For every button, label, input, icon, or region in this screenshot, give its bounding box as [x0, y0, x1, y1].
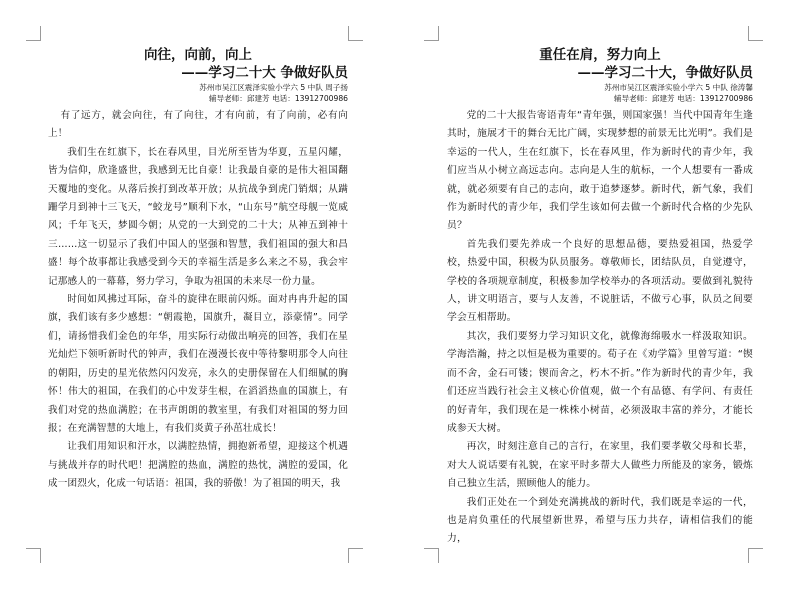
essay-subtitle: ——学习二十大 争做好队员 — [181, 65, 348, 81]
teacher-line: 辅导老师：邱建芳 电话：13912700986 — [208, 94, 348, 103]
paragraph: 我们正处在一个到处充满挑战的新时代，我们既是幸运的一代，也是肩负重任的代展望新世界，希望与压力共存，请相信我们的能力， — [447, 496, 753, 545]
paragraph: 首先我们要先养成一个良好的思想品德，要热爱祖国，热爱学校，热爱中国，积极为队员服务。尊敬师长，团结队员，自觉遵守，学校的各项规章制度，积极参加学校举办的各项活动。要做到礼貌待人，讲文明语言，要与人友善，不说脏话，不做亏心事，队员之间要学会互相帮助。 — [447, 238, 753, 324]
crop-mark — [348, 26, 363, 41]
right-page-content — [447, 46, 753, 549]
right-page — [400, 0, 800, 600]
author-line: 苏州市吴江区震泽实验小学六 5 中队 徐涛馨 — [604, 83, 753, 92]
paragraph: 其次，我们要努力学习知识文化，就像海绵吸水一样汲取知识。学海浩瀚，持之以恒是极为重要的。荀子在《劝学篇》里曾写道：“锲而不舍，金石可镂；锲而舍之，朽木不折。”作为新时代的青少年，我们还应当践行社会主义核心价值观，做一个有品德、有学问、有责任的好青年，我们现在是一株株小树苗，必须汲取丰富的养分，才能长成参天大树。 — [447, 330, 753, 434]
left-page-content — [48, 46, 348, 494]
paragraph: 我们生在红旗下，长在春风里，目光所至皆为华夏，五星闪耀，皆为信仰，欣逢盛世，我感到无比自豪！让我最自豪的是伟大祖国翻天覆地的变化。从落后挨打到改革开放；从抗战争到虎门销烟；从蹒跚学月到神十三飞天，“蛟龙号”顺利下水，“山东号”航空母舰一览威风；千年飞天，梦圆今朝；从党的一大到党的二十大；从神五到神十三……这一切显示了我们中国人的坚强和智慧，我们祖国的强大和昌盛！每个故事都让我感受到今天的幸福生活是多么来之不易，我会牢记那感人的一幕幕，努力学习，争取为祖国的未来尽一份力量。 — [48, 146, 348, 287]
essay-title: 重任在肩，努力向上 — [539, 47, 661, 63]
paragraph: 时间如风拂过耳际，奋斗的旋律在眼前闪烁。面对冉冉升起的国旗，我们该有多少感想：“朝霞艳，国旗升，凝目立，添豪情”。同学们，请扬惜我们金色的年华，用实际行动做出响亮的回答，我们在星光灿烂下领听新时代的钟声，我们在漫漫长夜中等待黎明那令人向往的朝阳，历史的星光依然闪闪发亮，永久的史册保留在人们细腻的胸怀！伟大的祖国，在我们的心中发芽生根，在滔滔热血的国旗上，有我们对党的热血满腔；在书声朗朗的教室里，有我们对祖国的努力回报；在充满智慧的大地上，有我们炎黄子孙茁壮成长！ — [48, 294, 348, 434]
crop-mark — [26, 26, 41, 41]
paragraph: 有了远方，就会向往，有了向往，才有向前，有了向前，必有向上！ — [48, 110, 348, 140]
paragraph: 党的二十大报告寄语青年“青年强，则国家强！当代中国青年生逢其时，施展才干的舞台无比广阔，实现梦想的前景无比光明”。我们是幸运的一代人，生在红旗下，长在春风里，作为新时代的青少年，我们应当从小树立高远志向。志向是人生的航标，一个人想要有一番成就，就必须要有自己的志向，敢于追梦逐梦。新时代，新气象，我们作为新时代的青少年，我们学生该如何去做一个新时代合格的少先队员？ — [447, 110, 753, 232]
essay-title: 向往，向前，向上 — [144, 47, 252, 63]
crop-mark — [748, 26, 763, 41]
crop-mark — [748, 548, 763, 563]
author-line: 苏州市吴江区震泽实验小学六 5 中队 周子扬 — [199, 83, 348, 92]
paragraph: 再次，时刻注意自己的言行，在家里，我们要孝敬父母和长辈，对大人说话要有礼貌，在家平时多帮大人做些力所能及的家务，锻炼自己独立生活，照顾他人的能力。 — [447, 441, 753, 490]
crop-mark — [424, 26, 439, 41]
crop-mark — [424, 548, 439, 563]
crop-mark — [348, 548, 363, 563]
crop-mark — [26, 548, 41, 563]
paragraph: 让我们用知识和汗水，以满腔热情，拥抱新希望，迎接这个机遇与挑战并存的时代吧！把满腔的热血，满腔的热忱，满腔的爱国，化成一团烈火，化成一句话语：祖国，我的骄傲！为了祖国的明天，我 — [48, 441, 348, 490]
teacher-line: 辅导老师：邱建芳 电话：13912700986 — [613, 94, 753, 103]
essay-subtitle: ——学习二十大，争做好队员 — [577, 65, 753, 81]
